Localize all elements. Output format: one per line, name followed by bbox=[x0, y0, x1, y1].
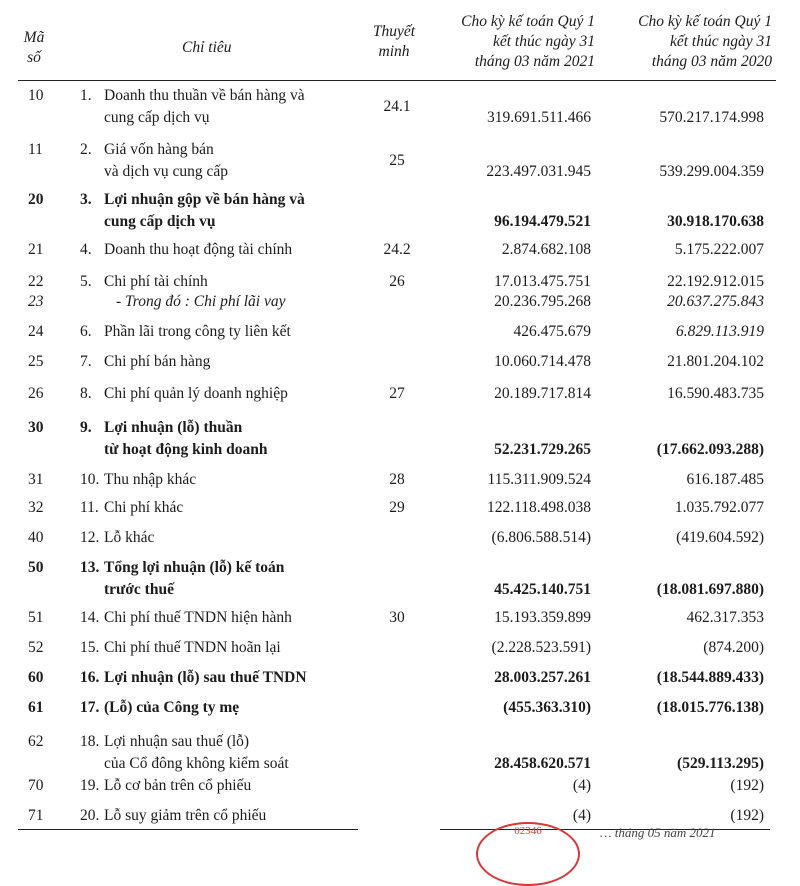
header-note bbox=[356, 22, 432, 62]
row-label: từ hoạt động kinh doanh bbox=[104, 441, 268, 458]
row-label: cung cấp dịch vụ bbox=[104, 213, 216, 230]
row-value-2021: (4) bbox=[572, 777, 591, 794]
row-label: Chi phí khác bbox=[104, 499, 184, 516]
row-number: 11. bbox=[80, 499, 99, 516]
header-note-line2: minh bbox=[378, 43, 410, 60]
row-label: Thu nhập khác bbox=[104, 471, 197, 488]
header-item: Chỉ tiêu bbox=[182, 39, 232, 56]
row-label: Chi phí thuế TNDN hiện hành bbox=[104, 609, 292, 626]
row-label: Lợi nhuận (lỗ) thuần bbox=[104, 419, 243, 436]
row-number: 19. bbox=[80, 777, 100, 794]
row-code: 20 bbox=[28, 191, 44, 208]
header-period-prior-line2: kết thúc ngày 31 bbox=[669, 33, 772, 50]
row-note: 24.1 bbox=[383, 98, 411, 115]
footer-rule-left bbox=[18, 829, 358, 830]
seal-digits: 02346 bbox=[514, 825, 542, 837]
row-value-2020: 21.801.204.102 bbox=[667, 353, 764, 370]
row-number: 13. bbox=[80, 559, 100, 576]
row-value-2021: 17.013.475.751 bbox=[494, 273, 591, 290]
row-value-2020: (192) bbox=[730, 807, 764, 824]
row-code: 70 bbox=[28, 777, 44, 794]
row-value-2020: (17.662.093.288) bbox=[656, 441, 764, 458]
row-label: Lợi nhuận (lỗ) sau thuế TNDN bbox=[104, 669, 307, 686]
row-value-2021: 122.118.498.038 bbox=[486, 499, 591, 516]
row-code: 51 bbox=[28, 609, 44, 626]
row-label: Chi phí tài chính bbox=[104, 273, 208, 290]
row-label: Doanh thu hoạt động tài chính bbox=[104, 241, 293, 258]
signature-date: … tháng 05 năm 2021 bbox=[600, 825, 716, 840]
row-value-2020: 22.192.912.015 bbox=[667, 273, 764, 290]
row-code: 11 bbox=[28, 141, 43, 158]
row-value-2021: 20.236.795.268 bbox=[494, 293, 591, 310]
row-label: Lỗ suy giảm trên cổ phiếu bbox=[104, 807, 267, 824]
row-code: 26 bbox=[28, 385, 44, 402]
row-label: - Trong đó : Chi phí lãi vay bbox=[116, 293, 286, 310]
row-number: 9. bbox=[80, 419, 92, 436]
row-number: 4. bbox=[80, 241, 92, 258]
header-code bbox=[14, 28, 54, 68]
row-label: Lỗ cơ bản trên cổ phiếu bbox=[104, 777, 252, 794]
row-value-2020: 20.637.275.843 bbox=[667, 293, 764, 310]
row-code: 10 bbox=[28, 87, 44, 104]
row-value-2021: (2.228.523.591) bbox=[491, 639, 591, 656]
row-value-2020: 5.175.222.007 bbox=[674, 241, 764, 258]
row-note: 27 bbox=[389, 385, 405, 402]
row-label: và dịch vụ cung cấp bbox=[104, 163, 228, 180]
row-label: Chi phí thuế TNDN hoãn lại bbox=[104, 639, 281, 656]
row-code: 50 bbox=[28, 559, 44, 576]
row-label: Doanh thu thuần về bán hàng và bbox=[104, 87, 305, 104]
row-number: 17. bbox=[80, 699, 100, 716]
row-value-2021: (6.806.588.514) bbox=[491, 529, 591, 546]
row-value-2020: (18.015.776.138) bbox=[656, 699, 764, 716]
row-number: 10. bbox=[80, 471, 100, 488]
row-value-2020: (18.544.889.433) bbox=[656, 669, 764, 686]
row-number: 2. bbox=[80, 141, 92, 158]
header-period-prior-line1: Cho kỳ kế toán Quý 1 bbox=[638, 13, 772, 30]
row-note: 25 bbox=[389, 152, 405, 169]
row-code: 40 bbox=[28, 529, 44, 546]
header-period-current-line1: Cho kỳ kế toán Quý 1 bbox=[461, 13, 595, 30]
header-period-prior bbox=[638, 12, 772, 72]
row-value-2020: (18.081.697.880) bbox=[656, 581, 764, 598]
row-value-2021: (455.363.310) bbox=[503, 699, 591, 716]
row-code: 52 bbox=[28, 639, 44, 656]
row-label: của Cổ đông không kiểm soát bbox=[104, 755, 289, 772]
row-label: Lỗ khác bbox=[104, 529, 155, 546]
row-value-2021: 20.189.717.814 bbox=[494, 385, 591, 402]
row-value-2020: 16.590.483.735 bbox=[667, 385, 764, 402]
row-value-2021: 115.311.909.524 bbox=[487, 471, 591, 488]
row-value-2021: 15.193.359.899 bbox=[494, 609, 591, 626]
row-note: 26 bbox=[389, 273, 405, 290]
row-label: Chi phí bán hàng bbox=[104, 353, 211, 370]
header-code-line2: số bbox=[27, 49, 41, 66]
row-value-2021: 223.497.031.945 bbox=[486, 163, 591, 180]
row-value-2021: 2.874.682.108 bbox=[501, 241, 591, 258]
row-label: Tổng lợi nhuận (lỗ) kế toán bbox=[104, 559, 285, 576]
row-value-2020: 6.829.113.919 bbox=[676, 323, 764, 340]
row-value-2020: (529.113.295) bbox=[677, 755, 764, 772]
row-label: Lợi nhuận gộp về bán hàng và bbox=[104, 191, 305, 208]
row-number: 6. bbox=[80, 323, 92, 340]
header-period-current-line3: tháng 03 năm 2021 bbox=[474, 53, 595, 70]
row-code: 24 bbox=[28, 323, 44, 340]
row-value-2020: 1.035.792.077 bbox=[674, 499, 764, 516]
header-period-current bbox=[461, 12, 595, 72]
company-seal bbox=[476, 822, 580, 886]
header-code-line1: Mã bbox=[23, 29, 45, 46]
row-code: 30 bbox=[28, 419, 44, 436]
row-note: 28 bbox=[389, 471, 405, 488]
row-code: 62 bbox=[28, 733, 44, 750]
row-code: 23 bbox=[28, 293, 44, 310]
row-value-2020: 616.187.485 bbox=[686, 471, 764, 488]
row-label: Phần lãi trong công ty liên kết bbox=[104, 323, 291, 340]
row-label: Giá vốn hàng bán bbox=[104, 141, 214, 158]
row-label: (Lỗ) của Công ty mẹ bbox=[104, 699, 240, 716]
row-value-2021: 28.003.257.261 bbox=[494, 669, 591, 686]
row-value-2020: (874.200) bbox=[703, 639, 764, 656]
row-label: cung cấp dịch vụ bbox=[104, 109, 210, 126]
row-number: 18. bbox=[80, 733, 100, 750]
row-code: 31 bbox=[28, 471, 44, 488]
row-number: 3. bbox=[80, 191, 92, 208]
row-label: Lợi nhuận sau thuế (lỗ) bbox=[104, 733, 250, 750]
row-code: 71 bbox=[28, 807, 44, 824]
header-period-current-line2: kết thúc ngày 31 bbox=[492, 33, 595, 50]
row-code: 25 bbox=[28, 353, 44, 370]
row-number: 14. bbox=[80, 609, 100, 626]
row-value-2020: 539.299.004.359 bbox=[659, 163, 764, 180]
row-value-2021: 45.425.140.751 bbox=[494, 581, 591, 598]
row-number: 7. bbox=[80, 353, 92, 370]
row-value-2021: (4) bbox=[572, 807, 591, 824]
row-label: Chi phí quản lý doanh nghiệp bbox=[104, 385, 288, 402]
row-code: 32 bbox=[28, 499, 44, 516]
row-value-2020: 570.217.174.998 bbox=[659, 109, 764, 126]
row-note: 30 bbox=[389, 609, 405, 626]
row-value-2021: 10.060.714.478 bbox=[494, 353, 591, 370]
row-value-2020: (192) bbox=[730, 777, 764, 794]
row-value-2021: 426.475.679 bbox=[513, 323, 591, 340]
header-period-prior-line3: tháng 03 năm 2020 bbox=[651, 53, 772, 70]
row-code: 61 bbox=[28, 699, 44, 716]
row-code: 22 bbox=[28, 273, 44, 290]
row-note: 24.2 bbox=[383, 241, 411, 258]
row-number: 8. bbox=[80, 385, 92, 402]
row-number: 15. bbox=[80, 639, 100, 656]
row-value-2020: 30.918.170.638 bbox=[667, 213, 764, 230]
row-number: 5. bbox=[80, 273, 92, 290]
row-number: 16. bbox=[80, 669, 100, 686]
row-number: 12. bbox=[80, 529, 100, 546]
row-value-2021: 28.458.620.571 bbox=[494, 755, 591, 772]
row-value-2021: 319.691.511.466 bbox=[486, 109, 591, 126]
row-value-2021: 96.194.479.521 bbox=[494, 213, 591, 230]
row-note: 29 bbox=[389, 499, 405, 516]
row-code: 60 bbox=[28, 669, 44, 686]
row-value-2020: 462.317.353 bbox=[686, 609, 764, 626]
row-value-2020: (419.604.592) bbox=[676, 529, 764, 546]
row-code: 21 bbox=[28, 241, 44, 258]
header-note-line1: Thuyết bbox=[372, 23, 416, 40]
row-label: trước thuế bbox=[104, 581, 174, 598]
row-number: 1. bbox=[80, 87, 92, 104]
header-rule bbox=[18, 80, 776, 81]
row-number: 20. bbox=[80, 807, 100, 824]
row-value-2021: 52.231.729.265 bbox=[494, 441, 591, 458]
